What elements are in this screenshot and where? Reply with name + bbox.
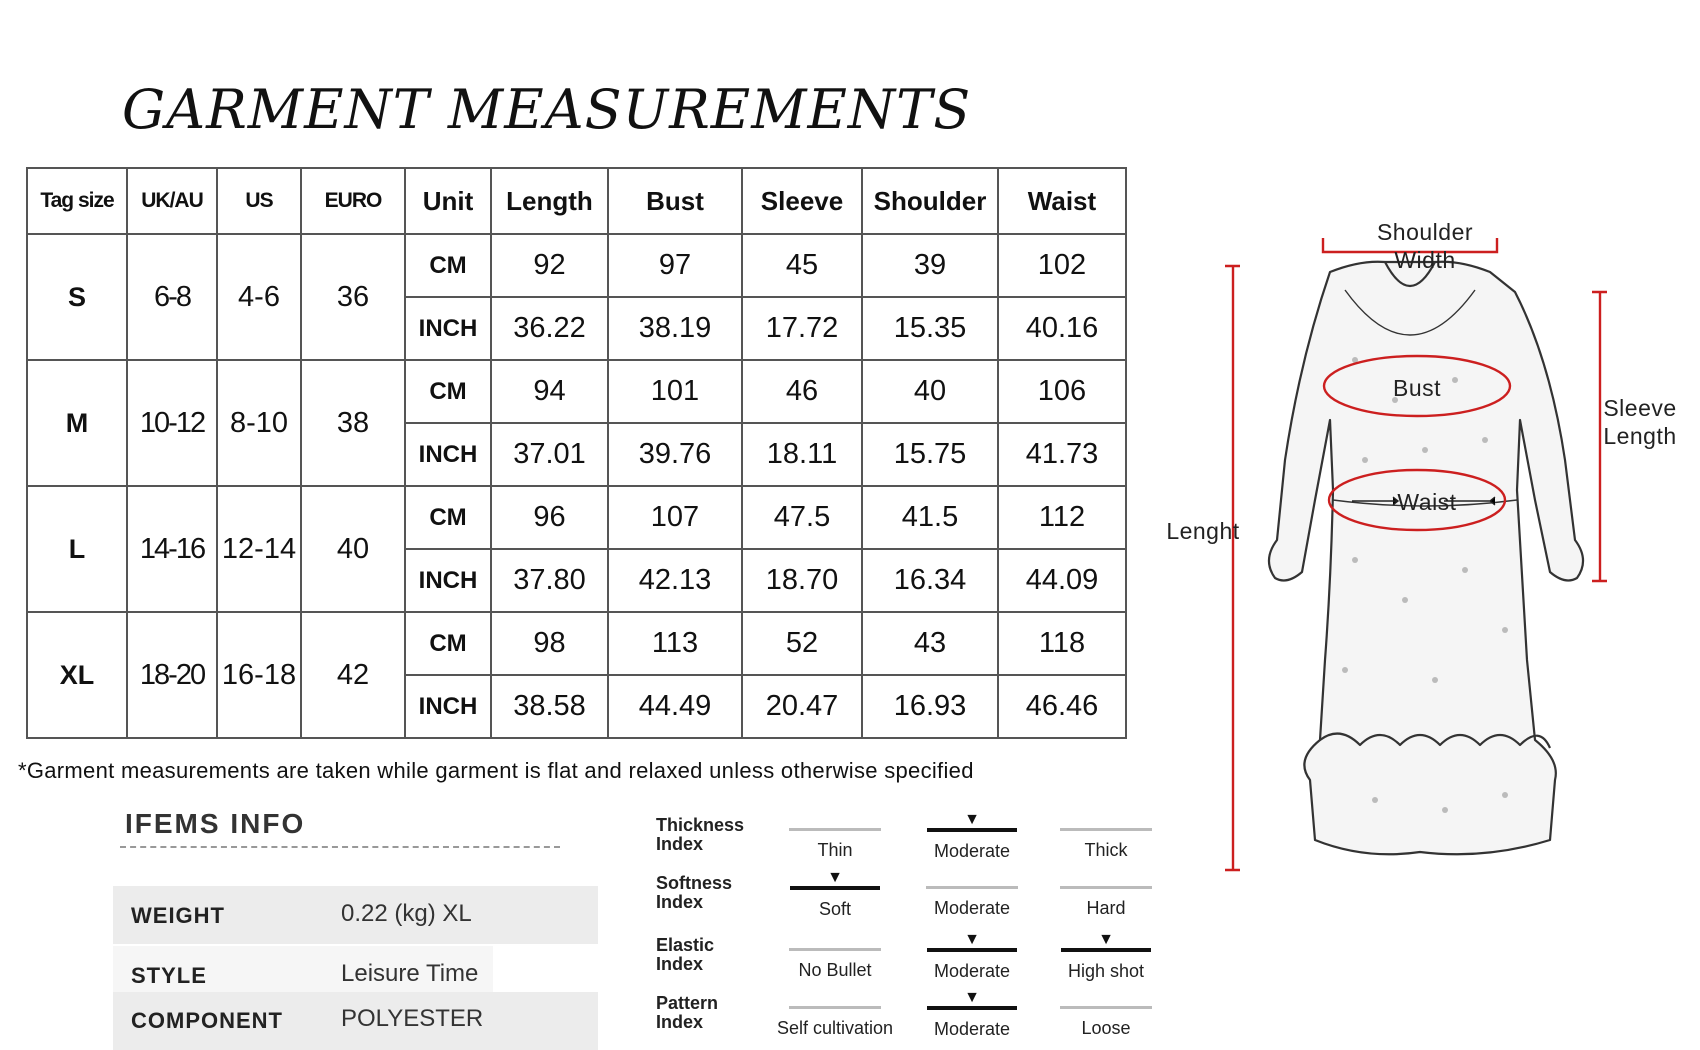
dress-sketch-graphic <box>1155 200 1695 920</box>
index-option-label: Soft <box>818 899 852 919</box>
column-header: Waist <box>998 168 1126 234</box>
index-option <box>775 812 895 861</box>
index-option <box>912 870 1032 919</box>
size-chart-table <box>26 167 1127 739</box>
euro-cell: 36 <box>301 234 405 360</box>
shoulder-width-label: Shoulder Width <box>1376 219 1474 273</box>
selected-marker-icon: ▼ <box>1098 931 1114 948</box>
index-label: Elastic Index <box>656 935 715 974</box>
info-divider <box>120 846 560 848</box>
length-cell: 96 <box>491 486 608 549</box>
length-cell: 92 <box>491 234 608 297</box>
selected-marker-icon: ▼ <box>964 989 980 1006</box>
index-label: Thickness Index <box>656 815 745 854</box>
measurement-note: *Garment measurements are taken while garment is flat and relaxed unless otherwise specified <box>18 758 974 783</box>
column-header: Tag size <box>27 168 127 234</box>
column-header: Bust <box>608 168 742 234</box>
table-row <box>27 360 1126 423</box>
length-cell: 36.22 <box>491 297 608 360</box>
unit-cell: CM <box>405 486 491 549</box>
waist-cell: 106 <box>998 360 1126 423</box>
table-row <box>27 486 1126 549</box>
column-header: EURO <box>301 168 405 234</box>
info-key: STYLE <box>131 963 207 988</box>
index-label: Softness Index <box>656 873 733 912</box>
bust-label: Bust <box>1392 375 1442 401</box>
index-scale-line <box>789 1006 881 1009</box>
info-key: WEIGHT <box>131 903 225 928</box>
garment-diagram <box>1155 200 1695 920</box>
waist-cell: 44.09 <box>998 549 1126 612</box>
marker-slot <box>775 990 895 1005</box>
length-cell: 94 <box>491 360 608 423</box>
us-cell: 4-6 <box>217 234 301 360</box>
euro-cell: 42 <box>301 612 405 738</box>
index-option-label: Moderate <box>933 1019 1011 1039</box>
index-option <box>912 812 1032 862</box>
unit-cell: INCH <box>405 297 491 360</box>
sleeve-cell: 45 <box>742 234 862 297</box>
index-option-label: Self cultivation <box>776 1018 894 1038</box>
table-row <box>27 612 1126 675</box>
sleeve-cell: 18.11 <box>742 423 862 486</box>
bust-cell: 97 <box>608 234 742 297</box>
index-scale-line <box>926 886 1018 889</box>
tag-size-cell: S <box>27 234 127 360</box>
waist-cell: 118 <box>998 612 1126 675</box>
us-cell: 12-14 <box>217 486 301 612</box>
index-scale-line <box>789 948 881 951</box>
marker-slot <box>1046 990 1166 1005</box>
index-scale-line <box>927 828 1017 832</box>
index-option <box>1046 932 1166 982</box>
tag-size-cell: XL <box>27 612 127 738</box>
shoulder-cell: 15.75 <box>862 423 998 486</box>
unit-cell: CM <box>405 612 491 675</box>
tag-size-cell: M <box>27 360 127 486</box>
info-value: 0.22 (kg) XL <box>341 900 472 927</box>
waist-label: Waist <box>1397 489 1457 515</box>
page-title: GARMENT MEASUREMENTS <box>122 78 972 141</box>
unit-cell: INCH <box>405 549 491 612</box>
marker-slot <box>775 932 895 947</box>
bust-cell: 44.49 <box>608 675 742 738</box>
waist-cell: 46.46 <box>998 675 1126 738</box>
index-option-label: Thick <box>1084 840 1128 860</box>
index-scale-line <box>1060 1006 1152 1009</box>
index-scale-line <box>790 886 880 890</box>
index-scale-line <box>927 948 1017 952</box>
length-cell: 37.80 <box>491 549 608 612</box>
shoulder-cell: 16.34 <box>862 549 998 612</box>
info-value: POLYESTER <box>341 1005 484 1032</box>
unit-cell: INCH <box>405 423 491 486</box>
index-scale-line <box>789 828 881 831</box>
shoulder-cell: 43 <box>862 612 998 675</box>
us-cell: 16-18 <box>217 612 301 738</box>
uk-au-cell: 10-12 <box>127 360 217 486</box>
info-key: COMPONENT <box>131 1008 283 1033</box>
tag-size-cell: L <box>27 486 127 612</box>
sleeve-cell: 18.70 <box>742 549 862 612</box>
index-option <box>775 990 895 1039</box>
selected-marker-icon: ▼ <box>964 811 980 828</box>
length-cell: 38.58 <box>491 675 608 738</box>
us-cell: 8-10 <box>217 360 301 486</box>
info-title: IFEMS INFO <box>125 808 306 839</box>
waist-cell: 40.16 <box>998 297 1126 360</box>
unit-cell: INCH <box>405 675 491 738</box>
table-header-row <box>27 168 1126 234</box>
index-option-label: Moderate <box>933 961 1011 981</box>
index-option-label: Thin <box>817 840 853 860</box>
index-scale-line <box>927 1006 1017 1010</box>
marker-slot <box>775 812 895 827</box>
index-scale-line <box>1061 948 1151 952</box>
shoulder-cell: 16.93 <box>862 675 998 738</box>
index-option <box>775 870 895 920</box>
marker-slot <box>912 870 1032 885</box>
index-label: Pattern Index <box>656 993 719 1032</box>
index-option <box>912 932 1032 982</box>
bust-cell: 38.19 <box>608 297 742 360</box>
index-option <box>775 932 895 981</box>
length-label: Lenght <box>1166 518 1240 544</box>
table-row <box>27 234 1126 297</box>
waist-cell: 102 <box>998 234 1126 297</box>
selected-marker-icon: ▼ <box>827 869 843 886</box>
index-option-label: Hard <box>1086 898 1126 918</box>
uk-au-cell: 14-16 <box>127 486 217 612</box>
marker-slot <box>1046 870 1166 885</box>
euro-cell: 40 <box>301 486 405 612</box>
shoulder-cell: 15.35 <box>862 297 998 360</box>
length-cell: 37.01 <box>491 423 608 486</box>
shoulder-cell: 39 <box>862 234 998 297</box>
sleeve-cell: 47.5 <box>742 486 862 549</box>
index-option-label: Loose <box>1081 1018 1131 1038</box>
euro-cell: 38 <box>301 360 405 486</box>
sleeve-cell: 52 <box>742 612 862 675</box>
info-row-weight <box>113 886 598 944</box>
uk-au-cell: 18-20 <box>127 612 217 738</box>
column-header: UK/AU <box>127 168 217 234</box>
sleeve-cell: 20.47 <box>742 675 862 738</box>
unit-cell: CM <box>405 360 491 423</box>
bust-cell: 42.13 <box>608 549 742 612</box>
column-header: Sleeve <box>742 168 862 234</box>
marker-slot <box>1046 812 1166 827</box>
index-option-label: Moderate <box>933 841 1011 861</box>
bust-cell: 113 <box>608 612 742 675</box>
column-header: Length <box>491 168 608 234</box>
length-cell: 98 <box>491 612 608 675</box>
info-value: Leisure Time <box>341 960 479 987</box>
unit-cell: CM <box>405 234 491 297</box>
waist-cell: 41.73 <box>998 423 1126 486</box>
index-option-label: No Bullet <box>798 960 872 980</box>
column-header: US <box>217 168 301 234</box>
bust-cell: 101 <box>608 360 742 423</box>
index-option-label: High shot <box>1067 961 1145 981</box>
uk-au-cell: 6-8 <box>127 234 217 360</box>
index-option <box>1046 990 1166 1039</box>
index-option-label: Moderate <box>933 898 1011 918</box>
shoulder-cell: 40 <box>862 360 998 423</box>
index-scale-line <box>1060 828 1152 831</box>
index-option <box>1046 812 1166 861</box>
index-option <box>912 990 1032 1040</box>
waist-cell: 112 <box>998 486 1126 549</box>
sleeve-length-label: Sleeve Length <box>1603 395 1677 449</box>
index-scale-line <box>1060 886 1152 889</box>
sleeve-cell: 17.72 <box>742 297 862 360</box>
bust-cell: 39.76 <box>608 423 742 486</box>
column-header: Shoulder <box>862 168 998 234</box>
sleeve-cell: 46 <box>742 360 862 423</box>
bust-cell: 107 <box>608 486 742 549</box>
index-option <box>1046 870 1166 919</box>
column-header: Unit <box>405 168 491 234</box>
shoulder-cell: 41.5 <box>862 486 998 549</box>
info-row-component <box>113 992 598 1050</box>
selected-marker-icon: ▼ <box>964 931 980 948</box>
